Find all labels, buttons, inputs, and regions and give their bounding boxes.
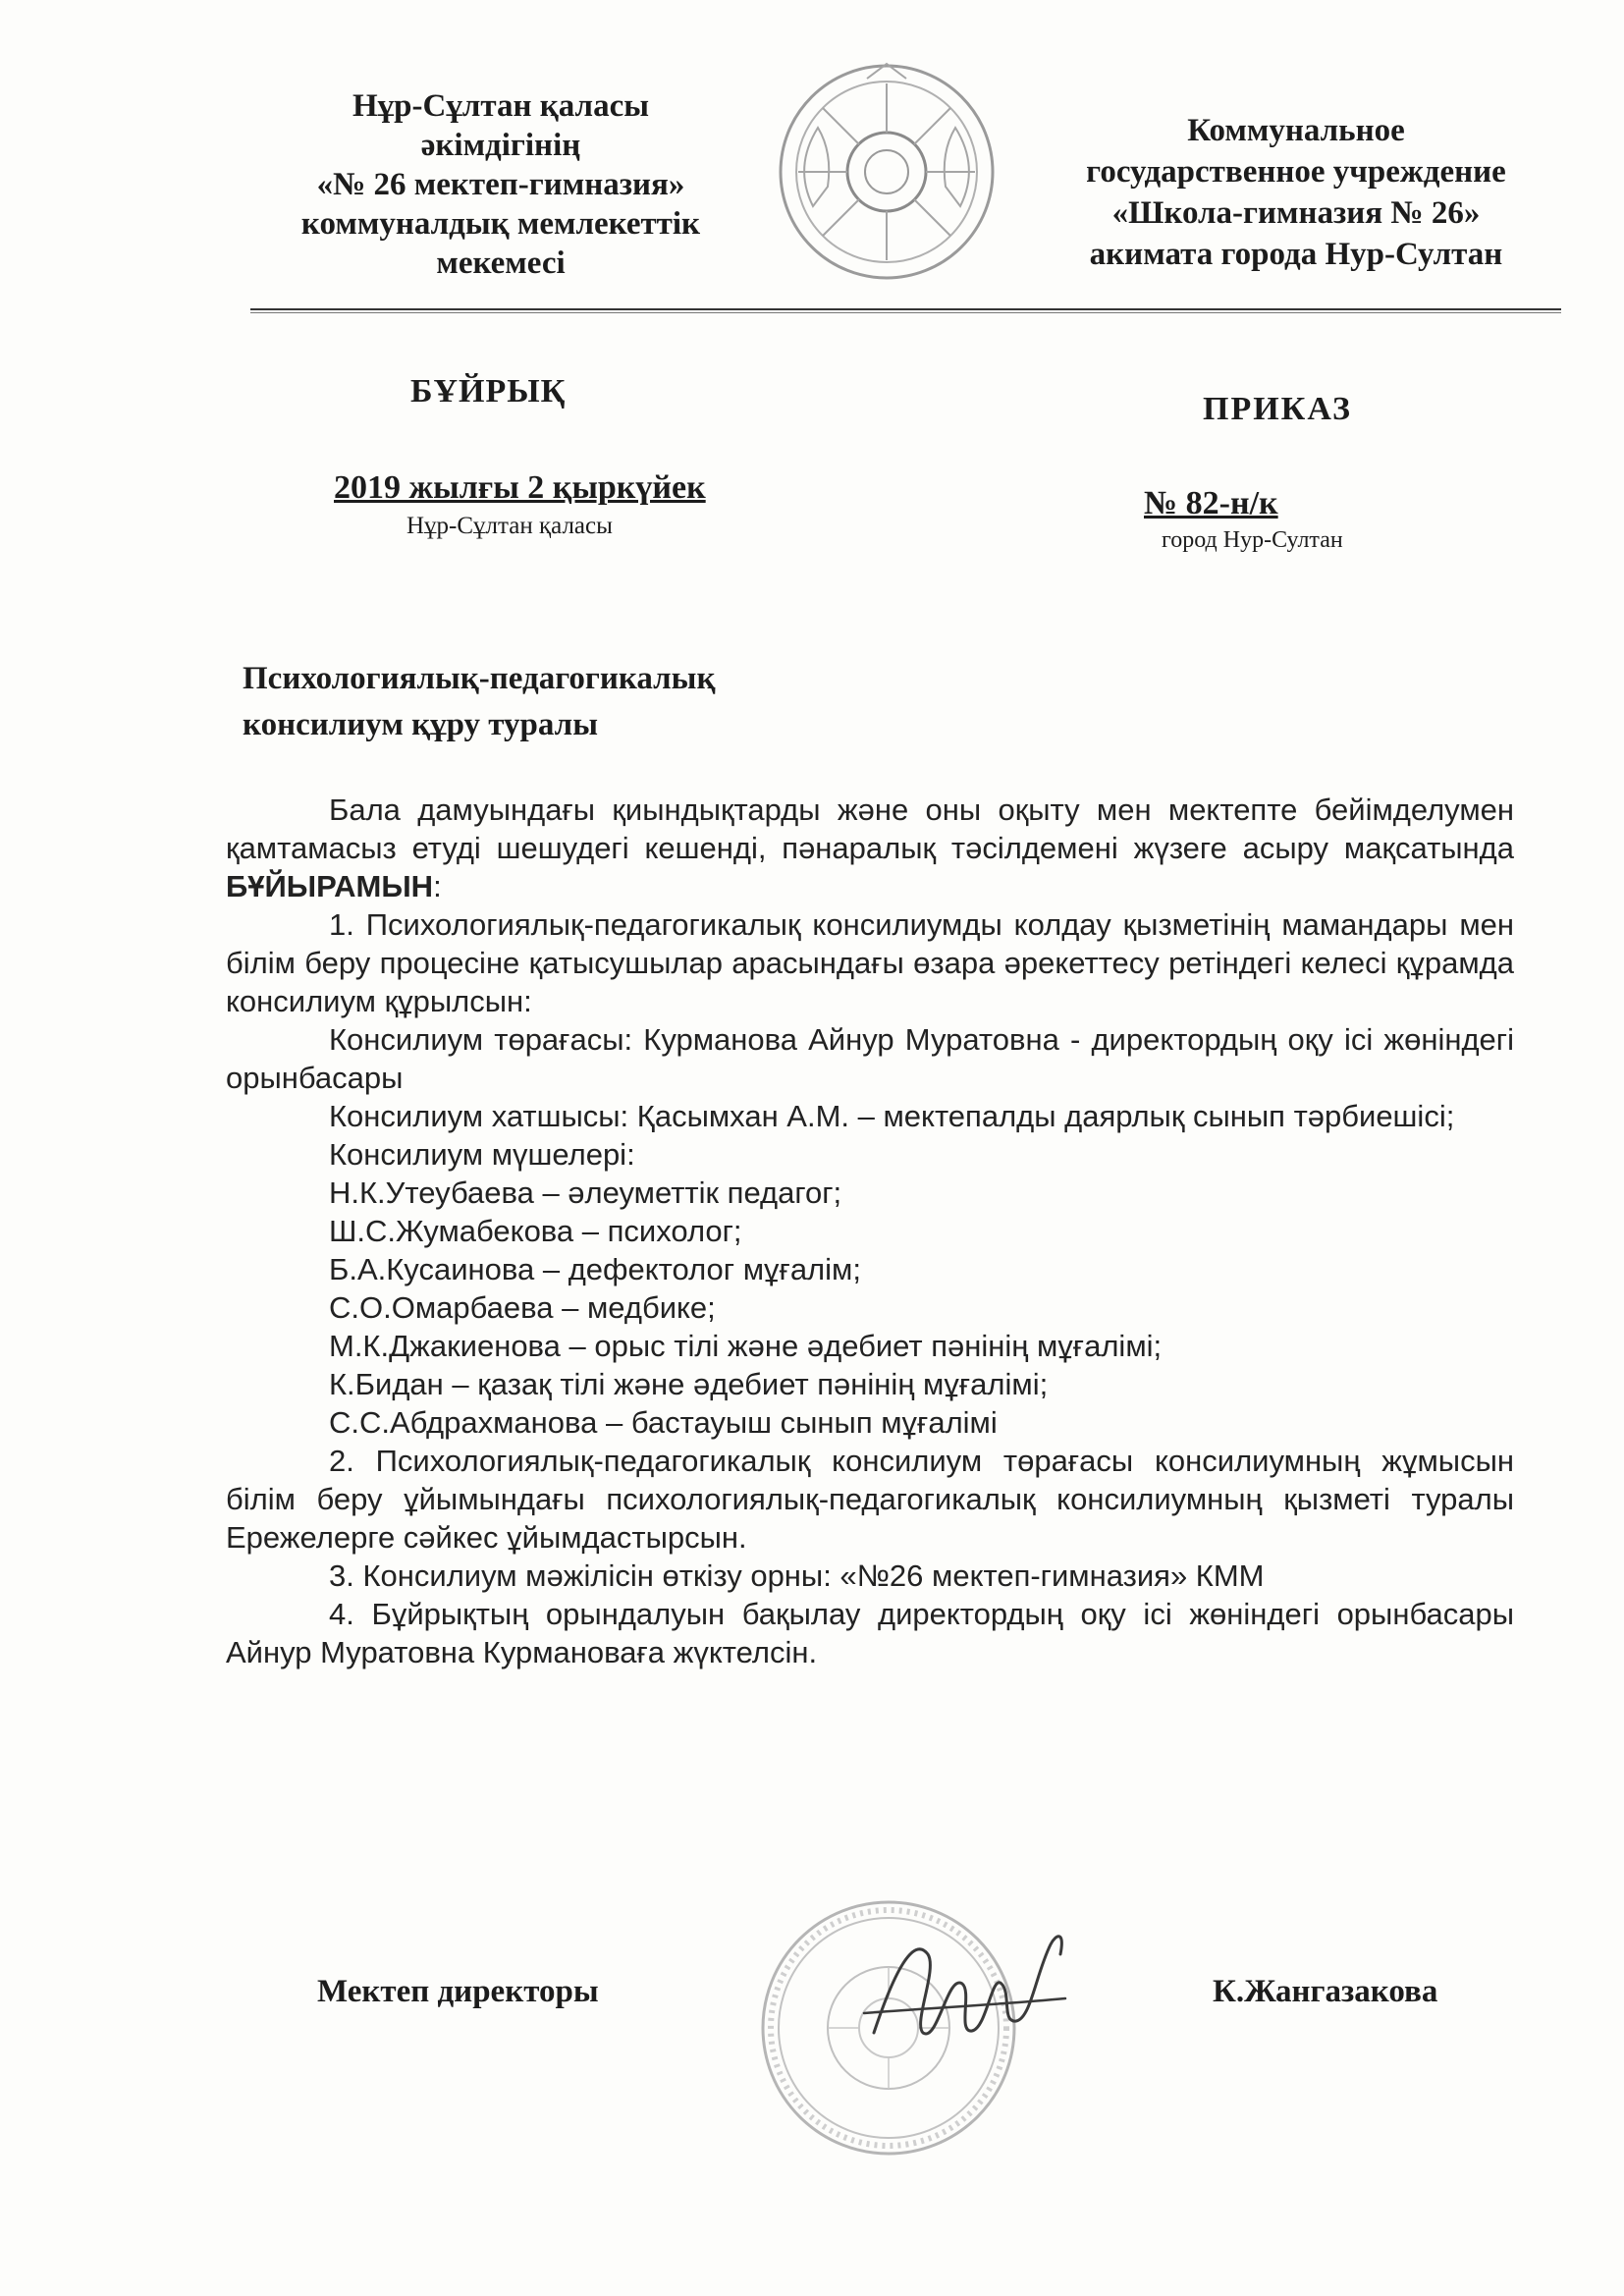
header-left-line: әкімдігінің [420, 128, 581, 163]
intro-text: Бала дамуындағы қиындықтарды және оны оқыту мен мектепте бейімделумен қамтамасыз етуді шешудегі кешенді, пәнаралық тәсілдемені жүзеге асыру мақсатында [226, 793, 1514, 865]
header-right-line: акимата города Нур-Султан [1089, 237, 1503, 272]
member-item: Б.А.Кусаинова – дефектолог мұғалім; [329, 1252, 861, 1286]
header-russian-org-name [1021, 110, 1571, 275]
order-city-kazakh: Нұр-Сұлтан қаласы [406, 513, 613, 539]
header-kazakh-org-name [255, 86, 746, 283]
order-title-kazakh: БҰЙРЫҚ [410, 373, 567, 410]
header-left-line: Нұр-Сұлтан қаласы [352, 88, 649, 124]
intro-colon: : [433, 869, 442, 903]
kazakhstan-state-emblem-icon [774, 59, 1000, 285]
member-item: К.Бидан – қазақ тілі және әдебиет пәнінің мұғалімі; [329, 1367, 1049, 1401]
member-item: С.С.Абдрахманова – бастауыш сынып мұғалімі [329, 1405, 998, 1440]
chair-line: Консилиум төрағасы: Курманова Айнур Муратовна - директордың оқу ісі жөніндегі орынбасары [226, 1022, 1514, 1095]
intro-decree-word: БҰЙЫРАМЫН [226, 869, 434, 903]
subject-line: консилиум құру туралы [243, 707, 598, 742]
member-item: Н.К.Утеубаева – әлеуметтік педагог; [329, 1175, 842, 1210]
header-divider [250, 308, 1561, 310]
intro-paragraph [226, 791, 1514, 905]
order-body [226, 791, 1514, 1671]
header-right-line: «Школа-гимназия № 26» [1111, 195, 1481, 231]
header-left-line: коммуналдық мемлекеттік [300, 206, 701, 242]
order-title-russian: ПРИКАЗ [1203, 391, 1352, 427]
members-label: Консилиум мүшелері: [329, 1137, 635, 1172]
header-right-line: Коммунальное [1187, 113, 1405, 148]
item-4: 4. Бұйрықтың орындалуын бақылау директордың оқу ісі жөніндегі орынбасары Айнур Муратовна Курмановаға жүктелсін. [226, 1597, 1514, 1669]
order-number: № 82-н/к [1144, 485, 1278, 521]
order-subject [243, 656, 930, 748]
header-right-line: государственное учреждение [1086, 154, 1506, 190]
signature-title: Мектеп директоры [317, 1974, 599, 2009]
header-left-line: «№ 26 мектеп-гимназия» [316, 167, 685, 202]
subject-line: Психологиялық-педагогикалық [243, 661, 716, 696]
secretary-line: Консилиум хатшысы: Қасымхан А.М. – мектепалды даярлық сынып тәрбиешісі; [329, 1099, 1455, 1133]
item-2: 2. Психологиялық-педагогикалық консилиум төрағасы консилиумның жұмысын білім беру ұйымындағы психологиялық-педагогикалық консилиумның қызметі туралы Ережелерге сәйкес ұйымдастырсын. [226, 1444, 1514, 1555]
header-divider-thin [250, 312, 1561, 313]
order-date: 2019 жылғы 2 қыркүйек [334, 469, 706, 506]
member-item: С.О.Омарбаева – медбике; [329, 1290, 716, 1325]
item-1: 1. Психологиялық-педагогикалық консилиумды колдау қызметінің мамандары мен білім беру процесіне қатысушылар арасындағы өзара әрекеттесу ретіндегі келесі құрамда консилиум құрылсын: [226, 907, 1514, 1018]
member-item: М.К.Джакиенова – орыс тілі және әдебиет пәнінің мұғалімі; [329, 1329, 1163, 1363]
header-left-line: мекемесі [436, 246, 566, 281]
order-city-russian: город Нур-Султан [1162, 527, 1343, 553]
member-item: Ш.С.Жумабекова – психолог; [329, 1214, 742, 1248]
handwritten-signature-icon [854, 1915, 1080, 2062]
item-3: 3. Консилиум мәжілісін өткізу орны: «№26 мектеп-гимназия» КММ [329, 1558, 1265, 1593]
signature-name: К.Жангазакова [1213, 1974, 1438, 2009]
